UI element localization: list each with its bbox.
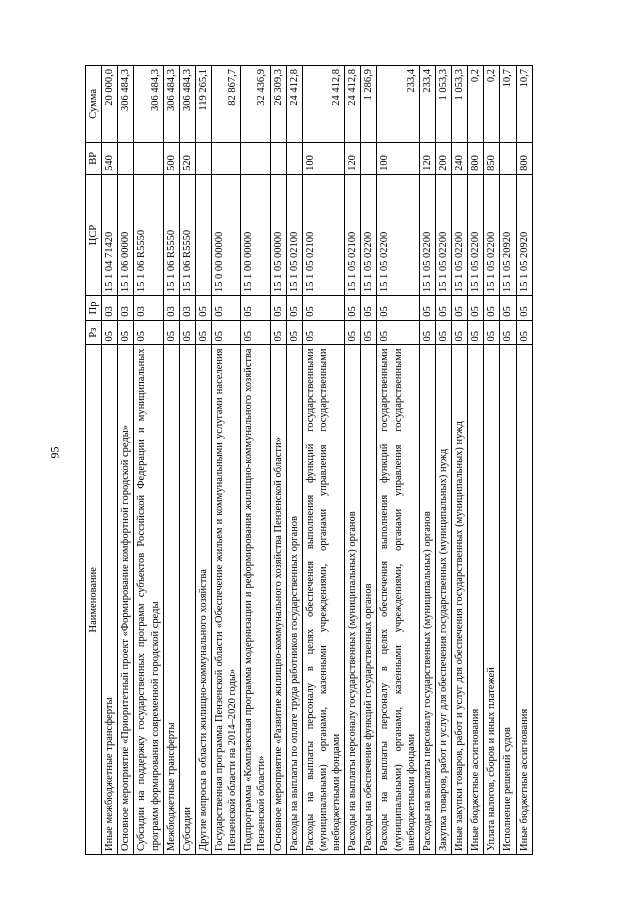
cell-pr: 05	[195, 296, 211, 321]
cell-sum: 1 286,9	[361, 66, 377, 143]
table-row	[270, 66, 286, 855]
cell-pr: 05	[361, 296, 377, 321]
cell-rz: 05	[241, 320, 270, 345]
cell-sum: 26 309,3	[270, 66, 286, 143]
cell-vr	[286, 142, 302, 174]
cell-pr: 05	[468, 296, 484, 321]
cell-name: Иные бюджетные ассигнования	[516, 345, 532, 855]
cell-sum: 0,2	[468, 66, 484, 143]
table-row	[500, 66, 516, 855]
cell-sum: 306 484,3	[179, 66, 195, 143]
cell-pr: 05	[241, 296, 270, 321]
cell-name: Расходы на выплаты персоналу в целях обеспечения выполнения функций государственными (муниципальными) органами, казенными учреждениями, органами управления государственными внебюджетными фондами	[302, 345, 344, 855]
cell-sum: 306 484,3	[163, 66, 179, 143]
cell-csr: 15 1 05 02200	[468, 174, 484, 295]
cell-vr	[241, 142, 270, 174]
cell-csr: 15 1 06 R5550	[163, 174, 179, 295]
cell-rz: 05	[134, 320, 163, 345]
cell-pr: 05	[345, 296, 361, 321]
cell-vr	[195, 142, 211, 174]
cell-csr: 15 1 05 00000	[270, 174, 286, 295]
cell-csr: 15 1 06 R5550	[179, 174, 195, 295]
cell-pr: 05	[212, 296, 241, 321]
cell-vr: 500	[163, 142, 179, 174]
cell-sum: 24 412,8	[286, 66, 302, 143]
cell-csr: 15 1 05 02100	[302, 174, 344, 295]
cell-name: Подпрограмма «Комплексная программа модернизации и реформирования жилищно-коммунального хозяйства Пензенской области»	[241, 345, 270, 855]
cell-sum: 24 412,8	[302, 66, 344, 143]
cell-name: Расходы на выплаты персоналу государственных (муниципальных) органов	[345, 345, 361, 855]
cell-pr: 05	[270, 296, 286, 321]
cell-csr: 15 1 04 71420	[102, 174, 118, 295]
cell-name: Исполнение решений судов	[500, 345, 516, 855]
table-row	[102, 66, 118, 855]
cell-sum: 10,7	[516, 66, 532, 143]
cell-pr: 05	[484, 296, 500, 321]
cell-csr: 15 1 05 02200	[484, 174, 500, 295]
cell-sum: 20 000,0	[102, 66, 118, 143]
table-row	[179, 66, 195, 855]
table-row	[377, 66, 419, 855]
cell-name: Закупка товаров, работ и услуг для обеспечения государственных (муниципальных) нужд	[435, 345, 451, 855]
cell-csr: 15 0 00 00000	[212, 174, 241, 295]
cell-name: Субсидии	[179, 345, 195, 855]
cell-name: Основное мероприятие «Приоритетный проект «Формирование комфортной городской среды»	[118, 345, 134, 855]
table-row	[516, 66, 532, 855]
cell-name: Расходы на выплаты персоналу в целях обеспечения выполнения функций государственными (муниципальными) органами, казенными учреждениями, органами управления государственными внебюджетными фондами	[377, 345, 419, 855]
cell-sum: 306 484,3	[134, 66, 163, 143]
cell-pr: 05	[516, 296, 532, 321]
cell-rz: 05	[302, 320, 344, 345]
cell-pr: 03	[179, 296, 195, 321]
cell-vr: 100	[302, 142, 344, 174]
table-row	[419, 66, 435, 855]
cell-csr: 15 1 05 02100	[286, 174, 302, 295]
cell-pr: 03	[118, 296, 134, 321]
cell-name: Другие вопросы в области жилищно-коммунального хозяйства	[195, 345, 211, 855]
cell-rz: 05	[452, 320, 468, 345]
cell-pr: 03	[163, 296, 179, 321]
cell-name: Основное мероприятие «Развитие жилищно-коммунального хозяйства Пензенской области»	[270, 345, 286, 855]
cell-csr: 15 1 05 02200	[435, 174, 451, 295]
cell-rz: 05	[484, 320, 500, 345]
cell-vr	[361, 142, 377, 174]
cell-vr: 240	[452, 142, 468, 174]
rotated-table-container	[85, 65, 565, 855]
cell-rz: 05	[195, 320, 211, 345]
cell-name: Расходы на выплаты по оплате труда работников государственных органов	[286, 345, 302, 855]
cell-rz: 05	[270, 320, 286, 345]
header-csr: ЦСР	[86, 174, 102, 295]
cell-csr: 15 1 05 02200	[419, 174, 435, 295]
cell-name: Иные межбюджетные трансферты	[102, 345, 118, 855]
cell-csr: 15 1 05 02200	[377, 174, 419, 295]
cell-name: Иные бюджетные ассигнования	[468, 345, 484, 855]
cell-rz: 05	[419, 320, 435, 345]
table-row	[361, 66, 377, 855]
cell-vr: 100	[377, 142, 419, 174]
cell-vr: 800	[516, 142, 532, 174]
cell-csr: 15 1 05 20920	[500, 174, 516, 295]
cell-rz: 05	[361, 320, 377, 345]
cell-rz: 05	[118, 320, 134, 345]
cell-csr: 15 1 05 02100	[345, 174, 361, 295]
cell-rz: 05	[516, 320, 532, 345]
cell-sum: 1 053,3	[452, 66, 468, 143]
cell-sum: 306 484,3	[118, 66, 134, 143]
cell-vr	[212, 142, 241, 174]
cell-csr: 15 1 06 00000	[118, 174, 134, 295]
cell-pr: 05	[435, 296, 451, 321]
cell-rz: 05	[102, 320, 118, 345]
cell-csr: 15 1 05 02200	[452, 174, 468, 295]
cell-rz: 05	[212, 320, 241, 345]
header-vr: ВР	[86, 142, 102, 174]
cell-pr: 03	[134, 296, 163, 321]
table-row	[163, 66, 179, 855]
cell-name: Субсидии на поддержку государственных программ субъектов Российской Федерации и муниципальных программ формирования современной городской среды	[134, 345, 163, 855]
page-number: 95	[47, 446, 62, 459]
table-row	[195, 66, 211, 855]
cell-name: Расходы на выплаты персоналу государственных (муниципальных) органов	[419, 345, 435, 855]
cell-vr	[500, 142, 516, 174]
cell-vr: 850	[484, 142, 500, 174]
cell-sum: 1 053,3	[435, 66, 451, 143]
cell-rz: 05	[286, 320, 302, 345]
cell-pr: 05	[419, 296, 435, 321]
cell-vr: 120	[419, 142, 435, 174]
cell-rz: 05	[179, 320, 195, 345]
cell-name: Расходы на обеспечение функций государственных органов	[361, 345, 377, 855]
cell-sum: 233,4	[419, 66, 435, 143]
table-row	[302, 66, 344, 855]
cell-csr: 15 1 06 R5550	[134, 174, 163, 295]
table-row	[118, 66, 134, 855]
cell-pr: 05	[377, 296, 419, 321]
cell-name: Межбюджетные трансферты	[163, 345, 179, 855]
cell-csr: 15 1 05 20920	[516, 174, 532, 295]
cell-vr: 540	[102, 142, 118, 174]
table-body	[102, 66, 533, 855]
table-row	[212, 66, 241, 855]
cell-name: Уплата налогов, сборов и иных платежей	[484, 345, 500, 855]
table-row	[435, 66, 451, 855]
table-row	[468, 66, 484, 855]
cell-sum: 119 265,1	[195, 66, 211, 143]
header-sum: Сумма	[86, 66, 102, 143]
cell-pr: 05	[302, 296, 344, 321]
cell-csr	[195, 174, 211, 295]
cell-rz: 05	[345, 320, 361, 345]
cell-rz: 05	[163, 320, 179, 345]
cell-vr: 520	[179, 142, 195, 174]
header-name: Наименование	[86, 345, 102, 855]
cell-sum: 10,7	[500, 66, 516, 143]
cell-vr: 200	[435, 142, 451, 174]
cell-sum: 82 867,7	[212, 66, 241, 143]
cell-sum: 233,4	[377, 66, 419, 143]
cell-sum: 0,2	[484, 66, 500, 143]
table-row	[134, 66, 163, 855]
cell-pr: 03	[102, 296, 118, 321]
table-row	[452, 66, 468, 855]
cell-vr	[118, 142, 134, 174]
table-row	[345, 66, 361, 855]
cell-pr: 05	[286, 296, 302, 321]
table-row	[241, 66, 270, 855]
cell-vr	[134, 142, 163, 174]
cell-rz: 05	[435, 320, 451, 345]
cell-pr: 05	[452, 296, 468, 321]
cell-rz: 05	[377, 320, 419, 345]
cell-csr: 15 1 05 02200	[361, 174, 377, 295]
cell-rz: 05	[468, 320, 484, 345]
table-header-row	[86, 66, 102, 855]
budget-table	[85, 65, 533, 855]
cell-vr: 120	[345, 142, 361, 174]
cell-pr: 05	[500, 296, 516, 321]
cell-name: Иные закупки товаров, работ и услуг для обеспечения государственных (муниципальных) нужд	[452, 345, 468, 855]
cell-csr: 15 1 00 00000	[241, 174, 270, 295]
table-row	[286, 66, 302, 855]
header-pr: Пр	[86, 296, 102, 321]
cell-sum: 24 412,8	[345, 66, 361, 143]
header-rz: Рз	[86, 320, 102, 345]
cell-sum: 32 436,9	[241, 66, 270, 143]
cell-name: Государственная программа Пензенской области «Обеспечение жильем и коммунальными услугами населения Пензенской области на 2014–2020 годы»	[212, 345, 241, 855]
cell-vr	[270, 142, 286, 174]
table-row	[484, 66, 500, 855]
cell-vr: 800	[468, 142, 484, 174]
cell-rz: 05	[500, 320, 516, 345]
